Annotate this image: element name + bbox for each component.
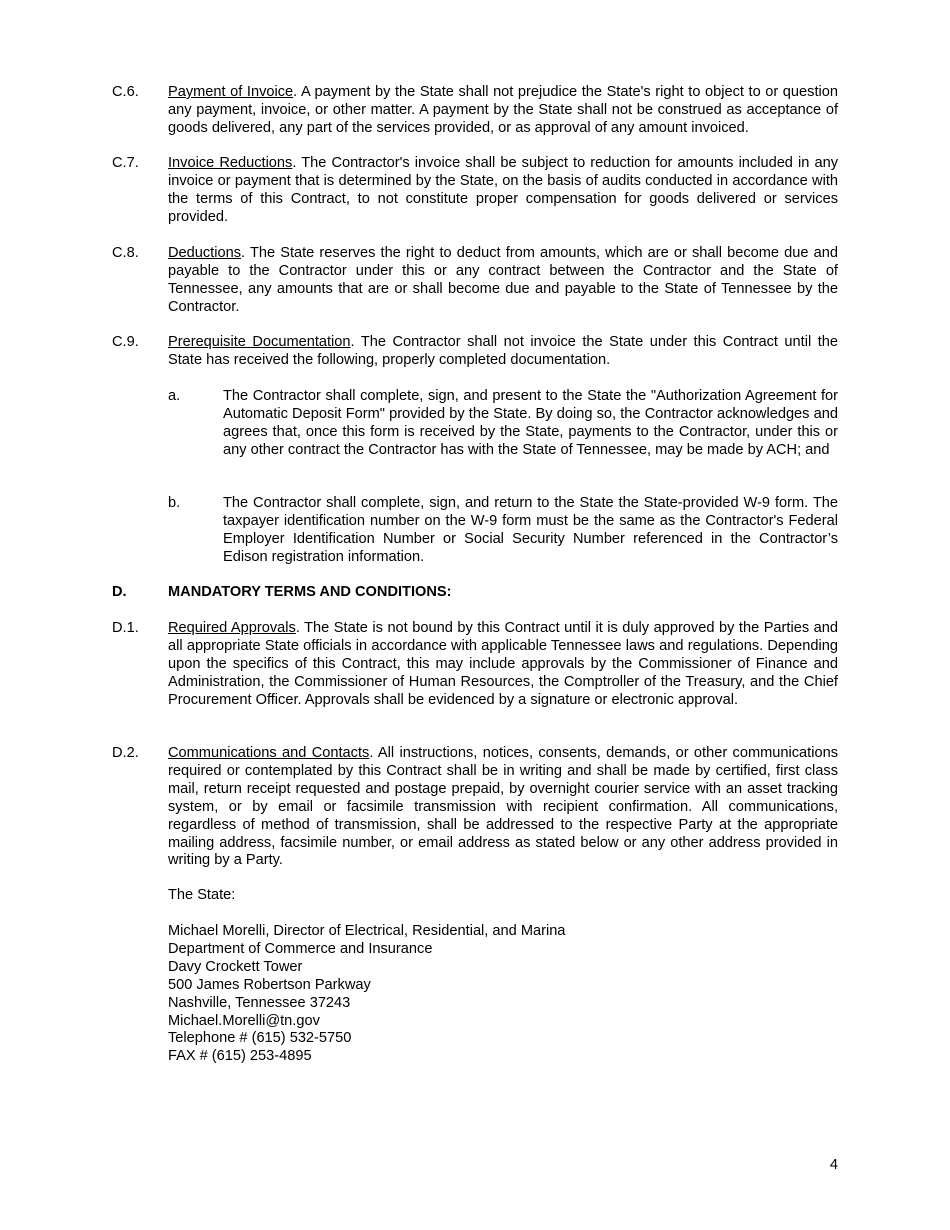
section-title: Communications and Contacts — [168, 745, 370, 761]
section-title: Payment of Invoice — [168, 84, 294, 100]
section-number: D.2. — [112, 745, 139, 761]
section-d-heading — [112, 584, 838, 602]
list-item-a — [168, 388, 838, 460]
section-body — [168, 745, 838, 870]
section-c8 — [112, 245, 838, 317]
section-text: . A payment by the State shall not prejudice the State's right to object to or question any payment, invoice, or other matter. A payment by the State shall not be construed as acceptance of goods delivered, any part of the services provided, or as approval of any amount invoiced. — [168, 84, 838, 136]
contact-party-label — [168, 887, 838, 905]
section-body — [168, 620, 838, 710]
section-title: Prerequisite Documentation — [168, 334, 351, 350]
section-c9 — [112, 334, 838, 370]
section-number: C.8. — [112, 245, 139, 261]
list-item-text: The Contractor shall complete, sign, and return to the State the State-provided W-9 form. The taxpayer identification number on the W-9 form must be the same as the Contractor's Federal Employer Identification Number or Social Security Number referenced in the Contractor’s Edison registration information. — [223, 495, 838, 565]
list-item-label: b. — [168, 495, 181, 511]
contact-building-line: Davy Crockett Tower — [168, 958, 303, 975]
section-title: Required Approvals — [168, 620, 296, 636]
section-title: MANDATORY TERMS AND CONDITIONS: — [168, 584, 452, 600]
contact-address-block — [168, 923, 838, 1066]
section-number: C.7. — [112, 155, 139, 171]
section-c7 — [112, 155, 838, 227]
section-text: . The State is not bound by this Contract until it is duly approved by the Parties and all appropriate State officials in accordance with applicable Tennessee laws and regulations. Depending upon the specifics of this Contract, this may include approvals by the Commissioner of Finance and Administration, the Commissioner of Human Resources, the Comptroller of the Treasury, and the Chief Procurement Officer. Approvals shall be evidenced by a signature or electronic approval. — [168, 620, 838, 708]
section-title: Invoice Reductions — [168, 155, 293, 171]
section-body — [168, 84, 838, 138]
list-item-text: The Contractor shall complete, sign, and present to the State the "Authorization Agreement for Automatic Deposit Form" provided by the State. By doing so, the Contractor acknowledges and agrees that, once this form is received by the State, payments to the Contractor, under this or any other contract the Contractor has with the State of Tennessee, may be made by ACH; and — [223, 388, 838, 458]
section-number: D. — [112, 584, 127, 600]
party-label: The State: — [168, 887, 236, 903]
contact-telephone-line: Telephone # (615) 532-5750 — [168, 1030, 352, 1047]
section-body — [168, 155, 838, 227]
contact-name-line: Michael Morelli, Director of Electrical, Residential, and Marina — [168, 923, 566, 939]
contact-street-line: 500 James Robertson Parkway — [168, 976, 371, 993]
contact-email-line: Michael.Morelli@tn.gov — [168, 1012, 320, 1029]
contact-department-line: Department of Commerce and Insurance — [168, 940, 433, 957]
section-body — [168, 334, 838, 370]
section-text: . The Contractor's invoice shall be subject to reduction for amounts included in any invoice or payment that is determined by the State, on the basis of audits conducted in accordance with the terms of this Contract, to not constitute proper compensation for goods delivered or services provided. — [168, 155, 838, 225]
section-d2 — [112, 745, 838, 870]
section-text: . The Contractor shall not invoice the State under this Contract until the State has received the following, properly completed documentation. — [168, 334, 838, 368]
section-body — [168, 245, 838, 317]
section-text: . The State reserves the right to deduct from amounts, which are or shall become due and payable to the Contractor under this or any contract between the Contractor and the State of Tennessee, any amounts that are or shall become due and payable to the State of Tennessee by the Contractor. — [168, 245, 838, 315]
section-title: Deductions — [168, 245, 242, 261]
list-item-label: a. — [168, 388, 181, 404]
section-number: C.9. — [112, 334, 139, 350]
contact-fax-line: FAX # (615) 253-4895 — [168, 1048, 312, 1065]
contact-city-line: Nashville, Tennessee 37243 — [168, 994, 351, 1011]
list-item-b — [168, 495, 838, 567]
page-number: 4 — [829, 1157, 838, 1173]
section-d1 — [112, 620, 838, 710]
section-text: . All instructions, notices, consents, demands, or other communications required or contemplated by this Contract shall be in writing and shall be made by certified, first class mail, return receipt requested and postage prepaid, by overnight courier service with an asset tracking system, or by email or facsimile transmission with recipient confirmation. All communications, regardless of method of transmission, shall be addressed to the respective Party at the appropriate mailing address, facsimile number, or email address as stated below or any other address provided in writing by a Party. — [168, 745, 838, 869]
section-number: D.1. — [112, 620, 139, 636]
section-number: C.6. — [112, 84, 139, 100]
section-c6 — [112, 84, 838, 138]
